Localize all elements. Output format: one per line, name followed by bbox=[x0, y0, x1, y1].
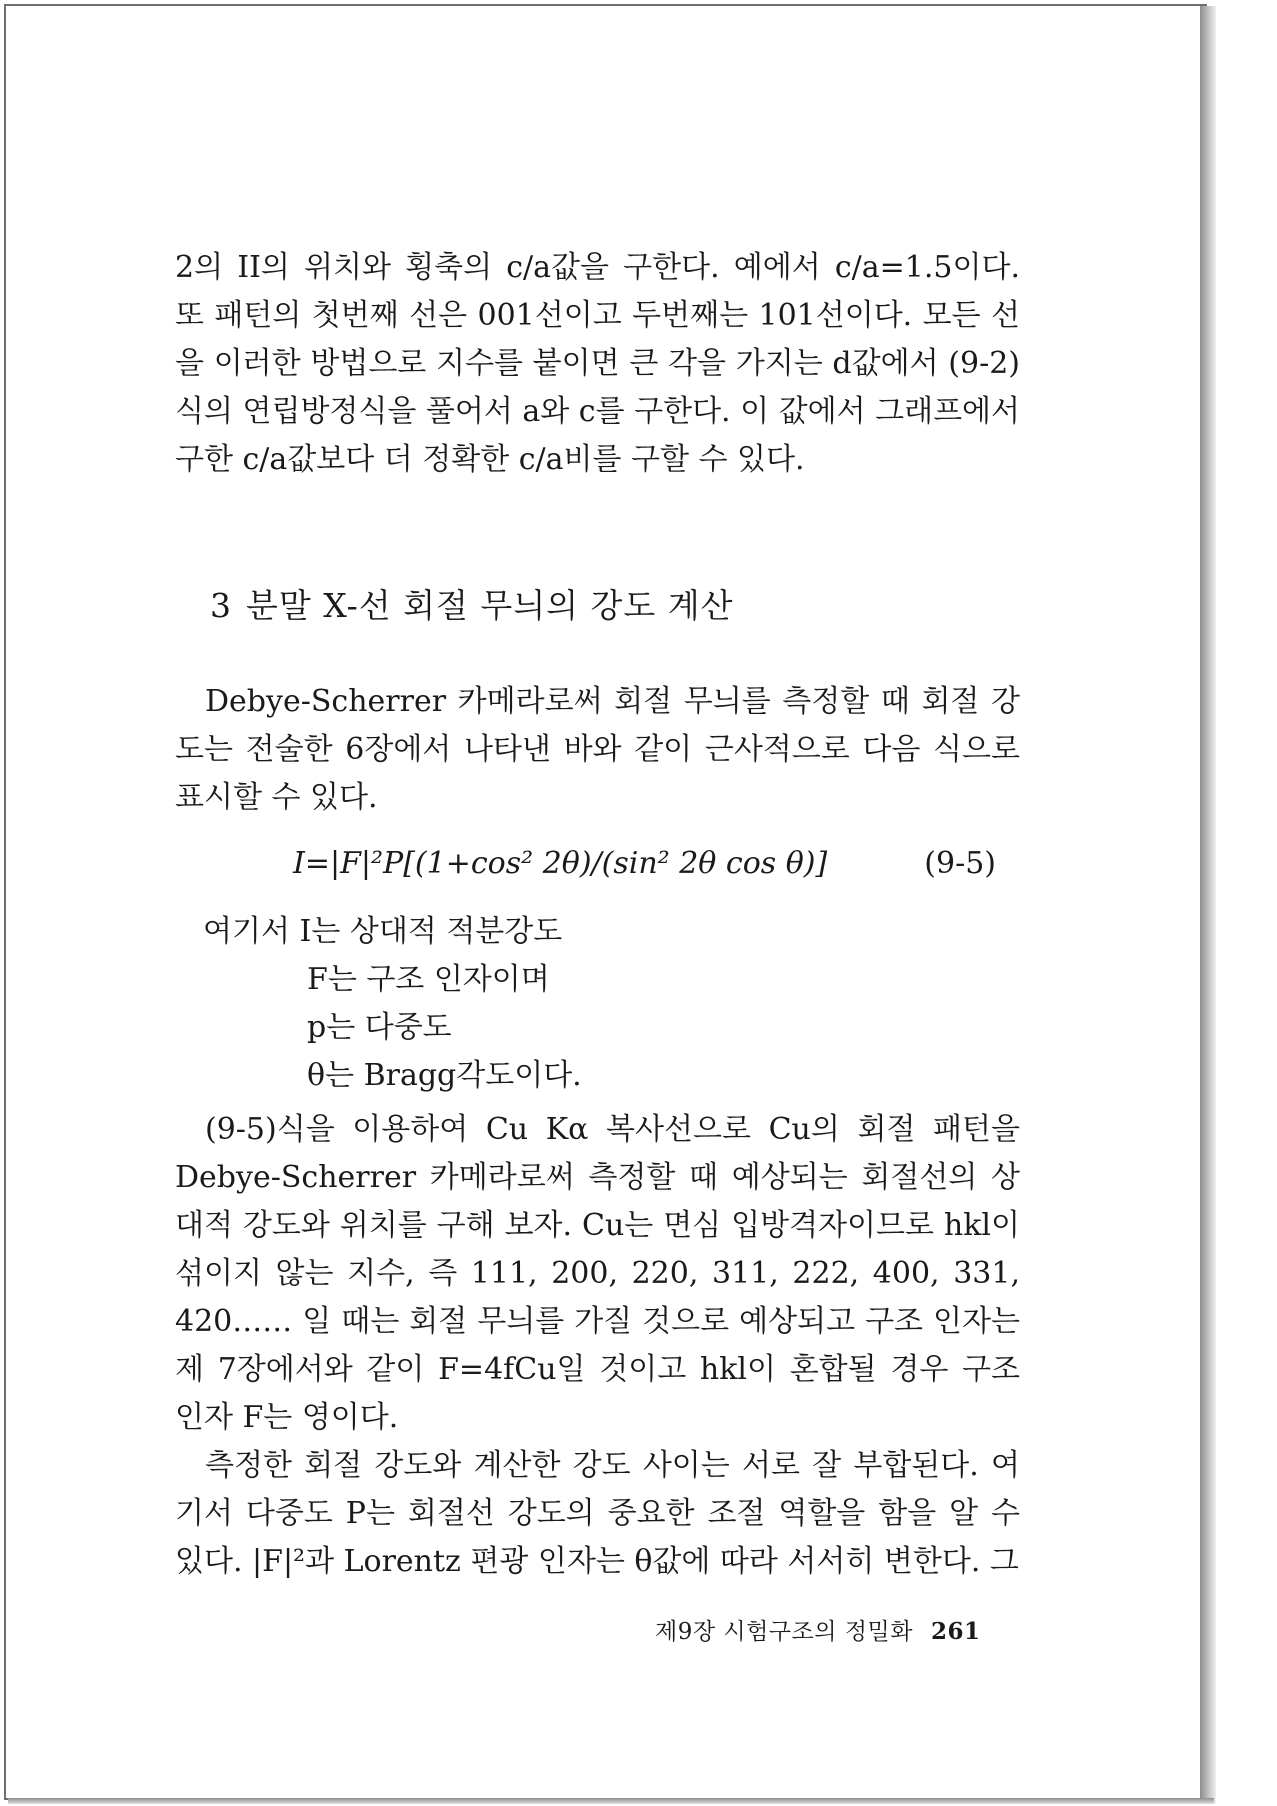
definition-item: F는 구조 인자이며 bbox=[307, 962, 550, 997]
definition-item: p는 다중도 bbox=[307, 1010, 452, 1045]
section-heading bbox=[210, 578, 733, 634]
section-number: 3 bbox=[210, 586, 232, 625]
paragraph-3-text: (9-5)식을 이용하여 Cu Kα 복사선으로 Cu의 회절 패턴을 Debye-Scherrer 카메라로써 측정할 때 예상되는 회절선의 상대적 강도와 위치를 구해 보자. Cu는 면심 입방격자이므로 hkl이 섞이지 않는 지수, 즉 111, 200, 220, 311, 222, 400, 331, 420…… 일 때는 회절 무늬를 가질 것으로 예상되고 구조 인자는 제 7장에서와 같이 F=4fCu일 것이고 hkl이 혼합될 경우 구조 인자 F는 영이다. bbox=[175, 1112, 1020, 1435]
equation-row bbox=[175, 840, 1020, 888]
paragraph-intro bbox=[175, 678, 1020, 822]
paragraph-4-text: 측정한 회절 강도와 계산한 강도 사이는 서로 잘 부합된다. 여기서 다중도 P는 회절선 강도의 중요한 조절 역할을 함을 알 수 있다. |F|²과 Lorentz 편광 인자는 θ값에 따라 서서히 변한다. 그 bbox=[175, 1448, 1020, 1579]
paragraph-cu-example bbox=[175, 1106, 1020, 1442]
symbol-definitions bbox=[175, 908, 1020, 1100]
footer-chapter: 제9장 시험구조의 정밀화 bbox=[655, 1619, 913, 1645]
equation-formula: I=|F|²P[(1+cos² 2θ)/(sin² 2θ cos θ)] bbox=[293, 846, 828, 881]
page-number: 261 bbox=[930, 1618, 981, 1645]
section-title-text: 분말 X-선 회절 무늬의 강도 계산 bbox=[246, 586, 734, 625]
definition-item: θ는 Bragg각도이다. bbox=[307, 1058, 582, 1093]
running-footer bbox=[655, 1614, 980, 1650]
paragraph-continued bbox=[175, 244, 1020, 484]
paragraph-2-text: Debye-Scherrer 카메라로써 회절 무늬를 측정할 때 회절 강도는 전술한 6장에서 나타낸 바와 같이 근사적으로 다음 식으로 표시할 수 있다. bbox=[175, 684, 1020, 815]
definition-lead: 여기서 I는 상대적 적분강도 bbox=[203, 914, 563, 949]
paragraph-1-text: 2의 II의 위치와 횡축의 c/a값을 구한다. 예에서 c/a=1.5이다. 또 패턴의 첫번째 선은 001선이고 두번째는 101선이다. 모든 선을 이러한 방법으로 지수를 붙이면 큰 각을 가지는 d값에서 (9-2)식의 연립방정식을 풀어서 a와 c를 구한다. 이 값에서 그래프에서 구한 c/a값보다 더 정확한 c/a비를 구할 수 있다. bbox=[175, 250, 1021, 477]
paragraph-comparison bbox=[175, 1442, 1020, 1586]
equation-number: (9-5) bbox=[924, 846, 996, 881]
